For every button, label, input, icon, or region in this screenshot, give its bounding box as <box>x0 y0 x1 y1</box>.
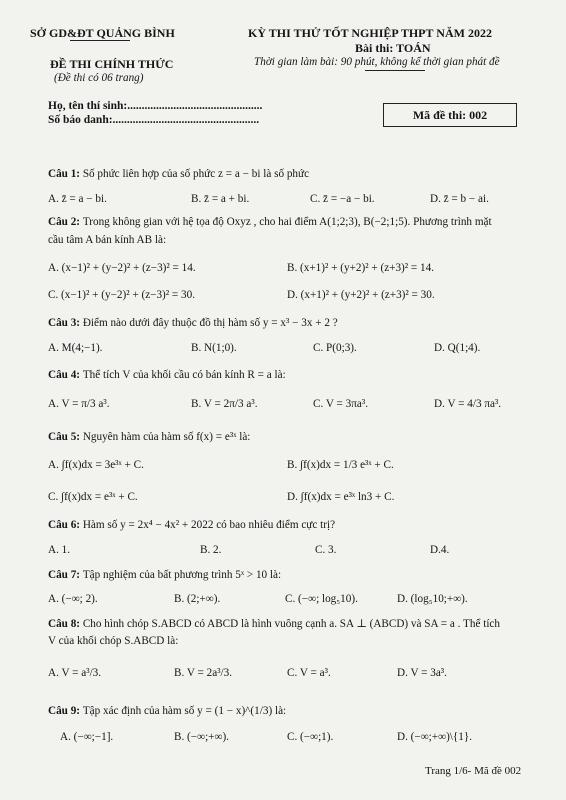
question-8-stem <box>48 617 500 631</box>
question-1-text: Số phức liên hợp của số phức z = a − bi là số phức <box>82 168 310 180</box>
official-exam-label: ĐỀ THI CHÍNH THỨC <box>50 57 174 71</box>
question-7-number: Câu 7: <box>48 569 83 581</box>
question-1-number: Câu 1: <box>48 168 83 180</box>
department-name: SỞ GD&ĐT QUẢNG BÌNH <box>30 26 175 40</box>
q1-option-a[interactable]: A. z̄ = a − bi. <box>48 193 107 205</box>
page-count-note: (Đề thi có 06 trang) <box>54 72 144 84</box>
q4-option-d[interactable]: D. V = 4/3 πa³. <box>434 398 502 410</box>
department-underline <box>70 40 130 41</box>
q8-option-c[interactable]: C. V = a³. <box>287 667 331 679</box>
question-5-text: Nguyên hàm của hàm số f(x) = e³ˣ là: <box>82 431 251 443</box>
exam-title: KỲ THI THỬ TỐT NGHIỆP THPT NĂM 2022 <box>248 26 492 40</box>
question-7-stem <box>48 568 281 582</box>
q3-option-a[interactable]: A. M(4;−1). <box>48 342 103 354</box>
q3-option-c[interactable]: C. P(0;3). <box>313 342 357 354</box>
q4-option-c[interactable]: C. V = 3πa³. <box>313 398 368 410</box>
q1-option-d[interactable]: D. z̄ = b − ai. <box>430 193 489 205</box>
q6-option-b[interactable]: B. 2. <box>200 544 222 556</box>
question-5-number: Câu 5: <box>48 431 83 443</box>
question-5-stem <box>48 430 250 444</box>
q5-option-c[interactable]: C. ∫f(x)dx = e³ˣ + C. <box>48 491 138 503</box>
q2-option-d[interactable]: D. (x+1)² + (y+2)² + (z+3)² = 30. <box>287 289 435 301</box>
candidate-id-field[interactable]: Số báo danh:................................................... <box>48 114 260 126</box>
question-2-text: Trong không gian với hệ tọa độ Oxyz , cho hai điểm A(1;2;3), B(−2;1;5). Phương trình mặt <box>82 216 492 228</box>
q1-option-b[interactable]: B. z̄ = a + bi. <box>191 193 250 205</box>
q7-option-d[interactable]: D. (log₅10;+∞). <box>397 593 468 605</box>
q9-option-a[interactable]: A. (−∞;−1]. <box>60 731 114 743</box>
q5-option-b[interactable]: B. ∫f(x)dx = 1/3 e³ˣ + C. <box>287 459 394 471</box>
question-1-stem <box>48 167 309 181</box>
q6-option-a[interactable]: A. 1. <box>48 544 71 556</box>
question-4-number: Câu 4: <box>48 369 83 381</box>
q8-option-d[interactable]: D. V = 3a³. <box>397 667 447 679</box>
question-6-stem <box>48 518 335 532</box>
question-8-text: Cho hình chóp S.ABCD có ABCD là hình vuông cạnh a. SA ⊥ (ABCD) và SA = a . Thể tích <box>82 618 500 630</box>
question-4-stem <box>48 368 286 382</box>
question-8-text-cont: V của khối chóp S.ABCD là: <box>48 635 179 647</box>
q3-option-b[interactable]: B. N(1;0). <box>191 342 237 354</box>
question-8-number: Câu 8: <box>48 618 83 630</box>
q4-option-a[interactable]: A. V = π/3 a³. <box>48 398 110 410</box>
q6-option-d[interactable]: D.4. <box>430 544 450 556</box>
q8-option-a[interactable]: A. V = a³/3. <box>48 667 102 679</box>
q6-option-c[interactable]: C. 3. <box>315 544 337 556</box>
exam-time: Thời gian làm bài: 90 phút, không kể thời gian phát đề <box>254 56 500 68</box>
question-2-number: Câu 2: <box>48 216 83 228</box>
question-6-text: Hàm số y = 2x⁴ − 4x² + 2022 có bao nhiêu điểm cực trị? <box>82 519 336 531</box>
q9-option-b[interactable]: B. (−∞;+∞). <box>174 731 229 743</box>
q3-option-d[interactable]: D. Q(1;4). <box>434 342 481 354</box>
q1-option-c[interactable]: C. z̄ = −a − bi. <box>310 193 375 205</box>
candidate-name-field[interactable]: Họ, tên thí sinh:............................................... <box>48 100 263 112</box>
question-9-text: Tập xác định của hàm số y = (1 − x)^(1/3) là: <box>82 705 287 717</box>
q5-option-d[interactable]: D. ∫f(x)dx = e³ˣ ln3 + C. <box>287 491 395 503</box>
exam-code-box: Mã đề thi: 002 <box>383 103 517 127</box>
question-3-stem <box>48 316 338 330</box>
q5-option-a[interactable]: A. ∫f(x)dx = 3e³ˣ + C. <box>48 459 144 471</box>
question-6-number: Câu 6: <box>48 519 83 531</box>
q2-option-c[interactable]: C. (x−1)² + (y−2)² + (z−3)² = 30. <box>48 289 196 301</box>
exam-subject: Bài thi: TOÁN <box>355 41 431 55</box>
q7-option-b[interactable]: B. (2;+∞). <box>174 593 221 605</box>
question-3-number: Câu 3: <box>48 317 83 329</box>
question-2-stem <box>48 215 492 229</box>
question-9-stem <box>48 704 286 718</box>
q4-option-b[interactable]: B. V = 2π/3 a³. <box>191 398 258 410</box>
q7-option-a[interactable]: A. (−∞; 2). <box>48 593 98 605</box>
q9-option-c[interactable]: C. (−∞;1). <box>287 731 334 743</box>
question-7-text: Tập nghiệm của bất phương trình 5ˣ > 10 là: <box>82 569 282 581</box>
page-footer: Trang 1/6- Mã đề 002 <box>425 765 522 777</box>
question-3-text: Điểm nào dưới đây thuộc đồ thị hàm số y = x³ − 3x + 2 ? <box>82 317 338 329</box>
q9-option-d[interactable]: D. (−∞;+∞)\{1}. <box>397 731 473 743</box>
time-underline <box>365 70 425 71</box>
q8-option-b[interactable]: B. V = 2a³/3. <box>174 667 233 679</box>
question-4-text: Thể tích V của khối cầu có bán kính R = a là: <box>82 369 286 381</box>
question-2-text-cont: cầu tâm A bán kính AB là: <box>48 234 167 246</box>
q2-option-a[interactable]: A. (x−1)² + (y−2)² + (z−3)² = 14. <box>48 262 196 274</box>
question-9-number: Câu 9: <box>48 705 83 717</box>
q7-option-c[interactable]: C. (−∞; log₅10). <box>285 593 358 605</box>
q2-option-b[interactable]: B. (x+1)² + (y+2)² + (z+3)² = 14. <box>287 262 435 274</box>
